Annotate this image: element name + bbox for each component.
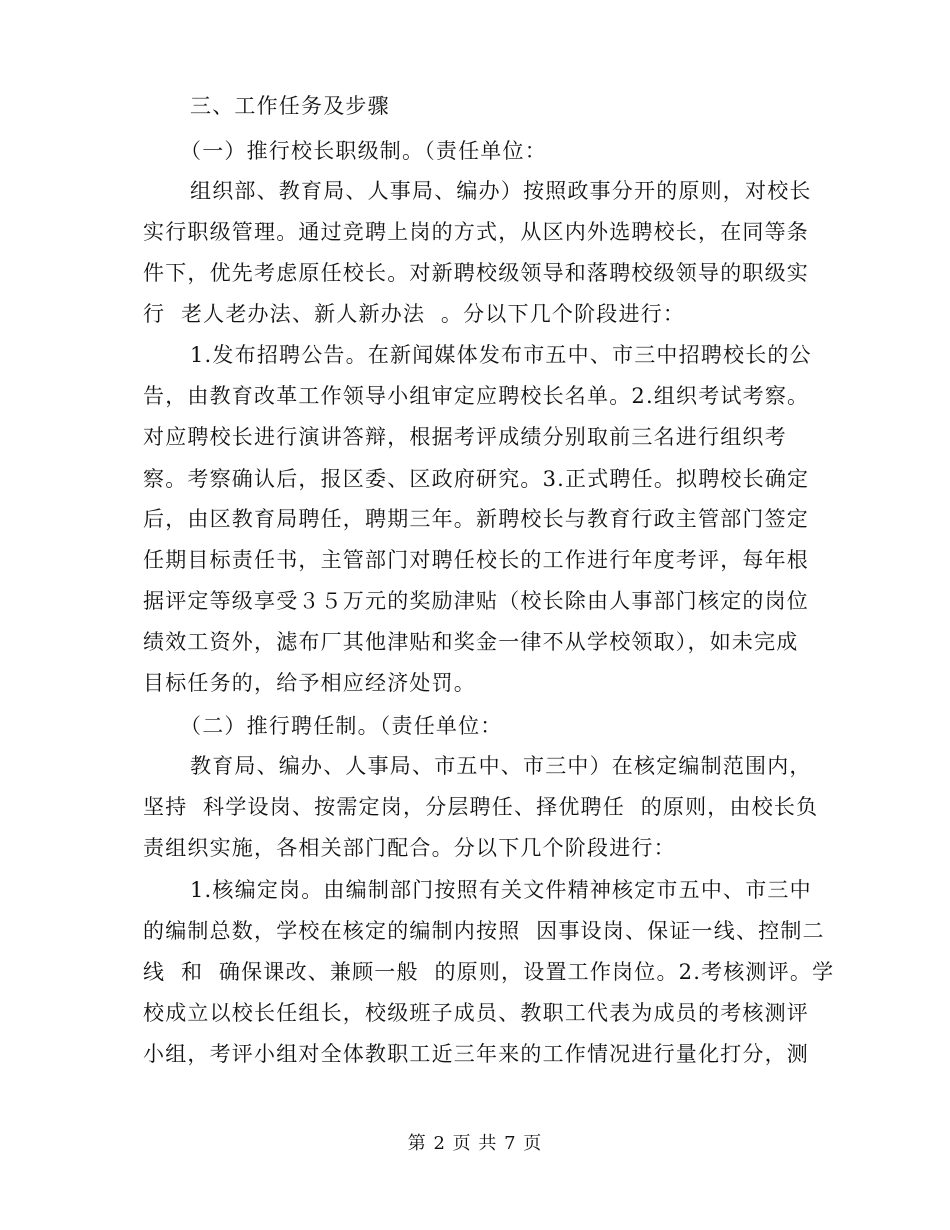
body-line: 件下，优先考虑原任校长。对新聘校级领导和落聘校级领导的职级实 bbox=[143, 261, 809, 285]
page-number-footer: 第 2 页 共 7 页 bbox=[407, 1133, 543, 1154]
body-line: 绩效工资外，滤布厂其他津贴和奖金一律不从学校领取），如未完成 bbox=[143, 630, 799, 654]
body-line: 教育局、编办、人事局、市五中、市三中）在核定编制范围内， bbox=[190, 754, 812, 778]
body-line: 后，由区教育局聘任，聘期三年。新聘校长与教育行政主管部门签定 bbox=[143, 507, 809, 531]
body-line: 责组织实施，各相关部门配合。分以下几个阶段进行： bbox=[143, 836, 676, 860]
body-line: 实行职级管理。通过竞聘上岗的方式，从区内外选聘校长，在同等条 bbox=[143, 220, 809, 244]
body-line: 坚持 科学设岗、按需定岗，分层聘任、择优聘任 的原则，由校长负 bbox=[143, 795, 819, 819]
section-heading: 三、工作任务及步骤 bbox=[190, 94, 390, 118]
body-line: 目标任务的，给予相应经济处罚。 bbox=[143, 671, 476, 695]
body-line: 组织部、教育局、人事局、编办）按照政事分开的原则，对校长 bbox=[190, 179, 812, 203]
subsection-heading: （二）推行聘任制。（责任单位： bbox=[180, 714, 503, 738]
body-line: 的编制总数，学校在核定的编制内按照 因事设岗、保证一线、控制二 bbox=[143, 919, 825, 943]
body-line: 告，由教育改革工作领导小组审定应聘校长名单。2.组织考试考察。 bbox=[143, 384, 810, 408]
body-line: 校成立以校长任组长，校级班子成员、教职工代表为成员的考核测评 bbox=[143, 1001, 809, 1025]
subsection-heading: （一）推行校长职级制。（责任单位： bbox=[180, 139, 547, 163]
body-line: 行 老人老办法、新人新办法 。分以下几个阶段进行： bbox=[143, 302, 686, 326]
body-line: 任期目标责任书，主管部门对聘任校长的工作进行年度考评，每年根 bbox=[143, 548, 809, 572]
body-line: 1.核编定岗。由编制部门按照有关文件精神核定市五中、市三中 bbox=[190, 878, 812, 902]
body-line: 小组，考评小组对全体教职工近三年来的工作情况进行量化打分，测 bbox=[143, 1042, 809, 1066]
body-line: 线 和 确保课改、兼顾一般 的原则，设置工作岗位。2.考核测评。学 bbox=[143, 960, 835, 984]
body-line: 对应聘校长进行演讲答辩，根据考评成绩分别取前三名进行组织考 bbox=[143, 425, 787, 449]
body-line: 察。考察确认后，报区委、区政府研究。3.正式聘任。拟聘校长确定 bbox=[143, 467, 810, 491]
body-line: 据评定等级享受３５万元的奖励津贴（校长除由人事部门核定的岗位 bbox=[143, 589, 809, 613]
body-line: 1.发布招聘公告。在新闻媒体发布市五中、市三中招聘校长的公 bbox=[190, 343, 812, 367]
